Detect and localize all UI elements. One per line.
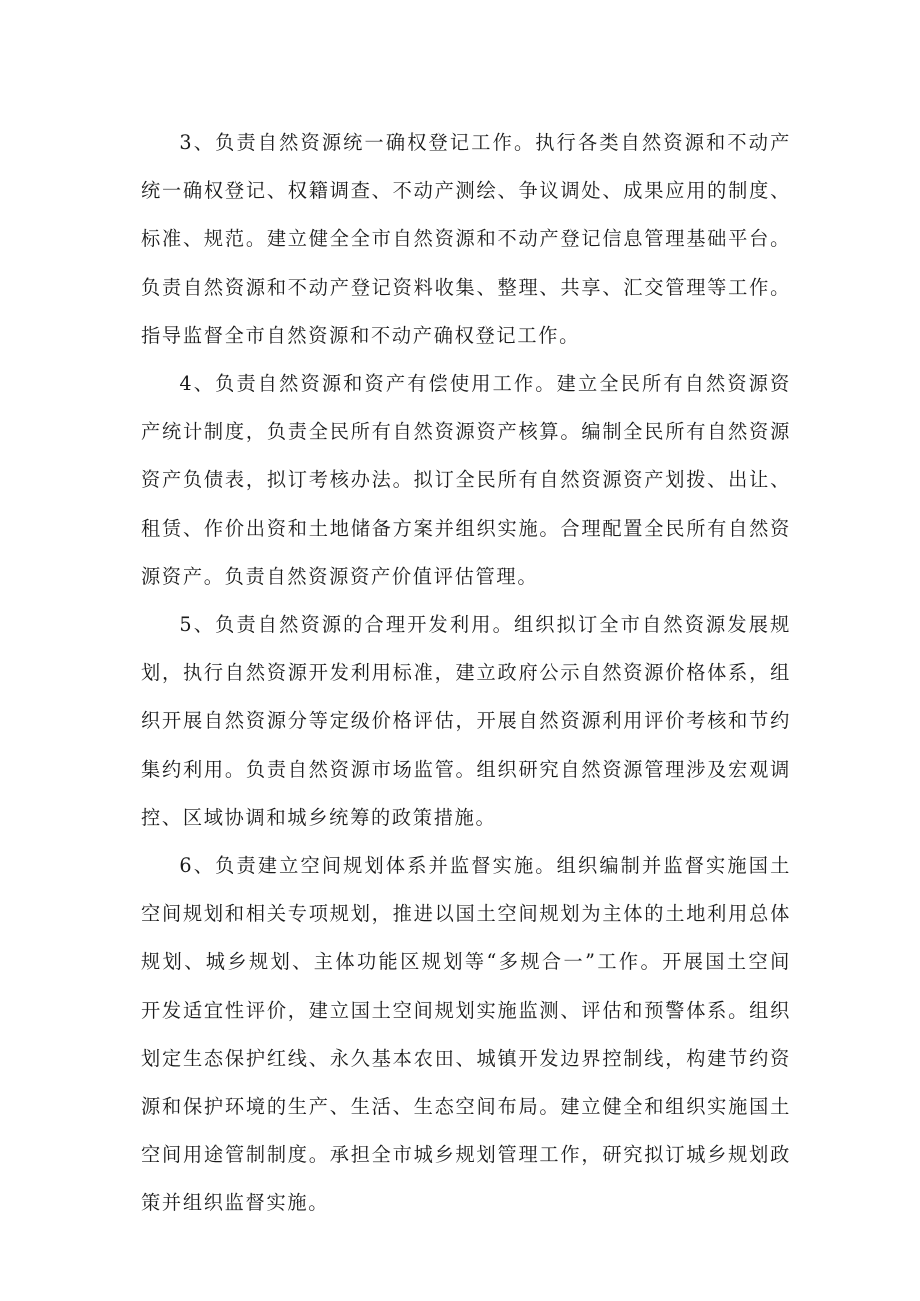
paragraph-item-4: 4、负责自然资源和资产有偿使用工作。建立全民所有自然资源资产统计制度，负责全民所有自然资源资产核算。编制全民所有自然资源资产负债表，拟订考核办法。拟订全民所有自然资源资产划拨、出让、租赁、作价出资和土地储备方案并组织实施。合理配置全民所有自然资源资产。负责自然资源资产价值评估管理。 bbox=[141, 372, 791, 588]
paragraph-item-6: 6、负责建立空间规划体系并监督实施。组织编制并监督实施国土空间规划和相关专项规划，推进以国土空间规划为主体的土地利用总体规划、城乡规划、主体功能区规划等“多规合一”工作。开展国土空间开发适宜性评价，建立国土空间规划实施监测、评估和预警体系。组织划定生态保护红线、永久基本农田、城镇开发边界控制线，构建节约资源和保护环境的生产、生活、生态空间布局。建立健全和组织实施国土空间用途管制制度。承担全市城乡规划管理工作，研究拟订城乡规划政策并组织监督实施。 bbox=[141, 854, 791, 1215]
paragraph-item-5: 5、负责自然资源的合理开发利用。组织拟订全市自然资源发展规划，执行自然资源开发利用标准，建立政府公示自然资源价格体系，组织开展自然资源分等定级价格评估，开展自然资源利用评价考核和节约集约利用。负责自然资源市场监管。组织研究自然资源管理涉及宏观调控、区域协调和城乡统筹的政策措施。 bbox=[141, 613, 791, 829]
paragraph-item-3: 3、负责自然资源统一确权登记工作。执行各类自然资源和不动产统一确权登记、权籍调查、不动产测绘、争议调处、成果应用的制度、标准、规范。建立健全全市自然资源和不动产登记信息管理基础平台。负责自然资源和不动产登记资料收集、整理、共享、汇交管理等工作。指导监督全市自然资源和不动产确权登记工作。 bbox=[141, 131, 791, 347]
document-body bbox=[141, 119, 791, 1228]
